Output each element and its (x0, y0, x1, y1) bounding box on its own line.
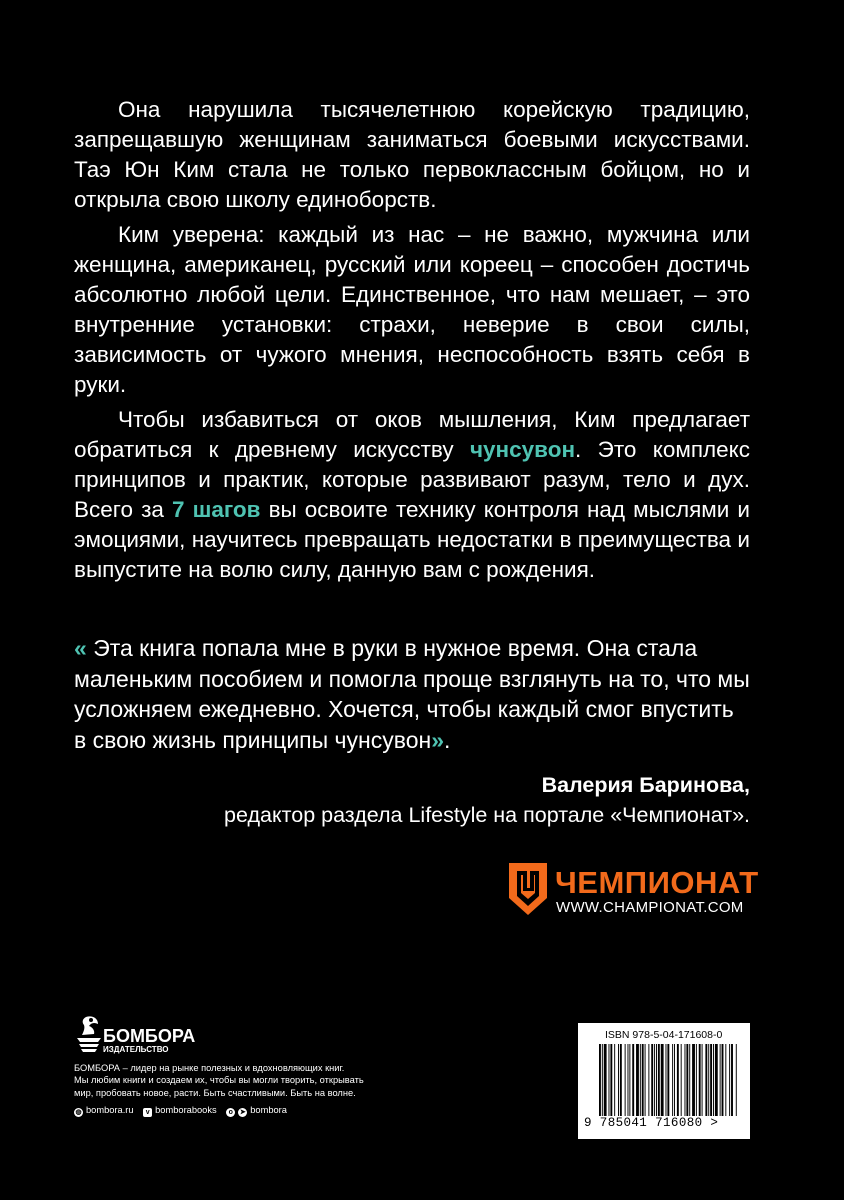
telegram-icon: ➤ (239, 1109, 246, 1116)
barcode-bar (710, 1044, 712, 1116)
barcode-bar (648, 1044, 649, 1116)
site-link-text: bombora.ru (86, 1105, 134, 1115)
vk-icon: v (143, 1108, 152, 1117)
annotation-text (74, 95, 750, 590)
barcode-bar (666, 1044, 667, 1116)
author-role: редактор раздела Lifestyle на портале «Чемпионат». (224, 803, 750, 827)
barcode-bar (708, 1044, 709, 1116)
barcode-bar (614, 1044, 615, 1116)
odnoklassniki-icon: o (226, 1108, 235, 1117)
barcode-digits: 9 785041 716080 > (584, 1116, 719, 1130)
globe-icon: ◍ (75, 1109, 82, 1116)
annotation-paragraph-1: Она нарушила тысячелетнюю корейскую традицию, запрещавшую женщинам заниматься боевыми искусствами. Таэ Юн Ким стала не только первоклассным бойцом, но и открыла свою школу единоборств. (74, 97, 750, 212)
barcode-bar (699, 1044, 701, 1116)
vk-link-text: bomborabooks (155, 1105, 217, 1115)
quote-open-mark: « (74, 635, 87, 661)
barcode-bar (620, 1044, 622, 1116)
barcode-bar (725, 1044, 726, 1116)
barcode-bar (681, 1044, 682, 1116)
barcode-bar (729, 1044, 730, 1116)
bombora-links (74, 1104, 294, 1117)
publisher-block (74, 1014, 374, 1134)
bombora-description-line-2: Мы любим книги и создаем их, чтобы вы могли творить, открывать (74, 1075, 364, 1086)
barcode-bar (705, 1044, 707, 1116)
site-link (74, 1104, 134, 1117)
bombora-description-line-1: БОМБОРА – лидер на рынке полезных и вдохновляющих книг. (74, 1063, 345, 1073)
highlight-7-steps: 7 шагов (171, 497, 261, 522)
championat-title: ЧЕМПИОНАТ (555, 865, 759, 900)
barcode-bar (609, 1044, 610, 1116)
social-link-text: bombora (250, 1105, 287, 1115)
annotation-paragraph-2: Ким уверена: каждый из нас – не важно, мужчина или женщина, американец, русский или кореец – способен достичь абсолютно любой цели. Единственное, что нам мешает, – это внутренние установки: страхи, неверие в свои силы, зависимость от чужого мнения, неспособность взять себя в руки. (74, 222, 750, 397)
barcode-bar (642, 1044, 644, 1116)
highlight-chunsuvon: чунсувон (469, 437, 576, 462)
barcode-bar (667, 1044, 669, 1116)
quote-text: Эта книга попала мне в руки в нужное время. Она стала маленьким пособием и помогла проще взглянуть на то, что мы усложняем ежедневно. Хочется, чтобы каждый смог впустить в свою жизнь принципы чунсувон (74, 635, 750, 753)
barcode-bar (610, 1044, 612, 1116)
barcode-bar (715, 1044, 718, 1116)
barcode-bar (629, 1044, 630, 1116)
author-name: Валерия Баринова, (541, 773, 750, 797)
bombora-description (74, 1062, 374, 1099)
isbn-label: ISBN 978-5-04-171608-0 (605, 1029, 723, 1041)
quote-author (224, 770, 750, 830)
paragraph-3-part-1: Чтобы избавиться от оков мышления, Ким предлагает обратиться к древнему искусству (74, 407, 750, 462)
barcode-bar (654, 1044, 655, 1116)
barcode-bar (645, 1044, 646, 1116)
paragraph-3-part-2: . Это комплекс принципов и практик, которые развивают разум, тело и дух. Всего за (74, 437, 750, 522)
barcode-bar (625, 1044, 626, 1116)
barcode-bar (636, 1044, 639, 1116)
barcode-bar (713, 1044, 714, 1116)
bombora-logo-icon (74, 1014, 104, 1054)
annotation-paragraph-3 (74, 405, 750, 585)
barcode-bar (618, 1044, 619, 1116)
barcode-bar (604, 1044, 607, 1116)
championat-url: WWW.CHAMPIONAT.COM (556, 899, 744, 916)
paragraph-3-part-3: вы освоите технику контроля над мыслями и эмоциями, научитесь превращать недостатки в преимущества и выпустите на волю силу, данную вам с рождения. (74, 497, 750, 582)
bombora-name: БОМБОРА (103, 1026, 196, 1046)
barcode-bar (736, 1044, 737, 1116)
barcode-bar (672, 1044, 673, 1116)
review-quote (74, 633, 750, 755)
barcode-bar (640, 1044, 641, 1116)
barcode-bar (602, 1044, 603, 1116)
championat-logo (508, 862, 768, 918)
social-link (226, 1104, 287, 1117)
bombora-subtitle: ИЗДАТЕЛЬСТВО (103, 1045, 169, 1054)
barcode-bars (599, 1044, 737, 1116)
barcode-bar (702, 1044, 703, 1116)
barcode-bar (658, 1044, 660, 1116)
championat-shield-icon (508, 862, 548, 916)
barcode-bar (722, 1044, 724, 1116)
barcode-bar (731, 1044, 733, 1116)
barcode-bar (677, 1044, 679, 1116)
barcode-bar (628, 1044, 629, 1116)
barcode-bar (599, 1044, 601, 1116)
bombora-description-line-3: мир, пробовать новое, расти. Быть счастливыми. Быть на волне. (74, 1087, 356, 1098)
vk-link (143, 1104, 217, 1117)
barcode-bar (692, 1044, 695, 1116)
barcode-bar (632, 1044, 634, 1116)
barcode-bar (656, 1044, 657, 1116)
quote-close-mark: » (431, 726, 444, 753)
barcode-bar (661, 1044, 664, 1116)
quote-end: . (443, 726, 451, 753)
barcode-bar (685, 1044, 686, 1116)
barcode-bar (674, 1044, 675, 1116)
barcode-bar (720, 1044, 721, 1116)
barcode-box (578, 1023, 750, 1139)
barcode-bar (696, 1044, 697, 1116)
barcode-bar (689, 1044, 690, 1116)
barcode-bar (651, 1044, 653, 1116)
barcode-bar (686, 1044, 688, 1116)
